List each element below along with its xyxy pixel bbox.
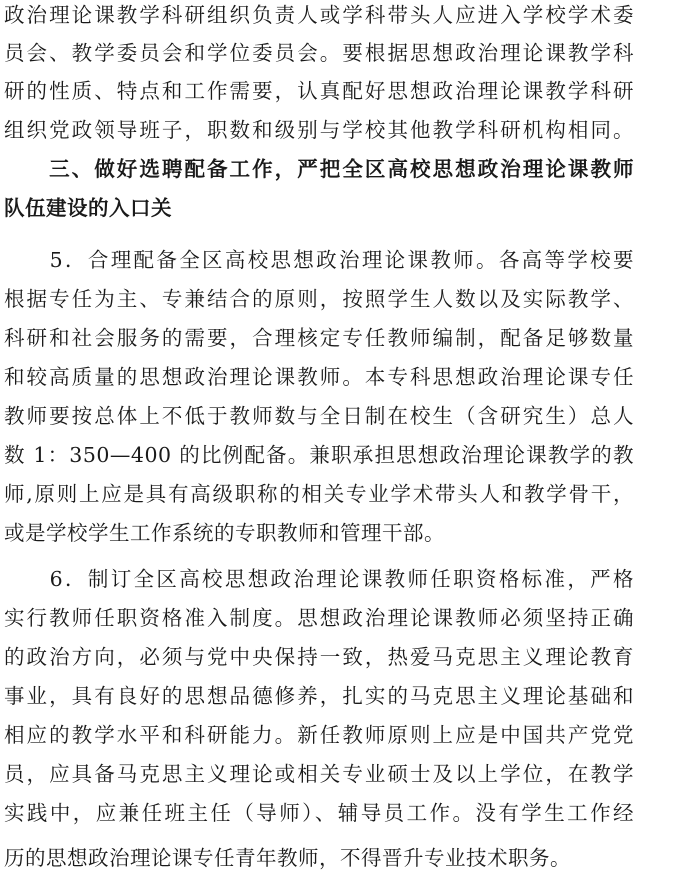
section-heading-line: 队伍建设的入口关 — [4, 196, 172, 220]
text-line: 科研和社会服务的需要，合理核定专任教师编制，配备足够数量 — [4, 326, 634, 350]
text-line: 员，应具备马克思主义理论或相关专业硕士及以上学位，在教学 — [4, 762, 634, 786]
text-line: 历的思想政治理论课专任青年教师，不得晋升专业技术职务。 — [4, 846, 571, 870]
text-line: 根据专任为主、专兼结合的原则，按照学生人数以及实际教学、 — [4, 287, 634, 311]
text-line: 5．合理配备全区高校思想政治理论课教师。各高等学校要 — [4, 248, 634, 272]
text-line: 员会、教学委员会和学位委员会。要根据思想政治理论课教学科 — [4, 41, 634, 65]
text-line: 实行教师任职资格准入制度。思想政治理论课教师必须坚持正确 — [4, 606, 634, 630]
text-line: 实践中，应兼任班主任（导师）、辅导员工作。没有学生工作经 — [4, 801, 634, 825]
text-line: 或是学校学生工作系统的专职教师和管理干部。 — [4, 521, 445, 545]
text-line: 和较高质量的思想政治理论课教师。本专科思想政治理论课专任 — [4, 365, 634, 389]
text-line: 师,原则上应是具有高级职称的相关专业学术带头人和教学骨干， — [4, 482, 634, 506]
text-line: 组织党政领导班子，职数和级别与学校其他教学科研机构相同。 — [4, 118, 634, 142]
text-line: 事业，具有良好的思想品德修养，扎实的马克思主义理论基础和 — [4, 684, 634, 708]
section-heading-line: 三、做好选聘配备工作，严把全区高校思想政治理论课教师 — [4, 157, 634, 181]
text-line: 相应的教学水平和科研能力。新任教师原则上应是中国共产党党 — [4, 723, 634, 747]
text-line: 政治理论课教学科研组织负责人或学科带头人应进入学校学术委 — [4, 3, 634, 27]
text-line: 数 1：350—400 的比例配备。兼职承担思想政治理论课教学的教 — [4, 443, 634, 467]
text-line: 研的性质、特点和工作需要，认真配好思想政治理论课教学科研 — [4, 79, 634, 103]
text-line: 的政治方向，必须与党中央保持一致，热爱马克思主义理论教育 — [4, 645, 634, 669]
text-line: 6．制订全区高校思想政治理论课教师任职资格标准，严格 — [4, 567, 634, 591]
text-line: 教师要按总体上不低于教师数与全日制在校生（含研究生）总人 — [4, 404, 634, 428]
